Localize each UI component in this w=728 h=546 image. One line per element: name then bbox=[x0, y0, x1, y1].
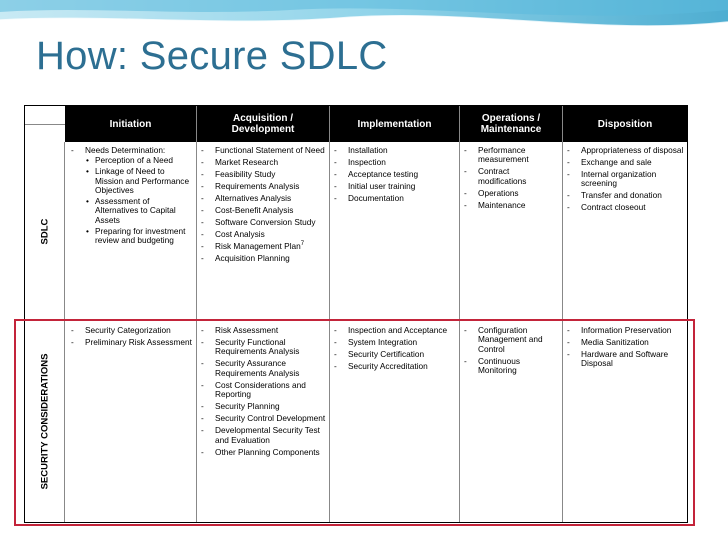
list-item: - Alternatives Analysis bbox=[199, 194, 327, 203]
list-item: - Cost Analysis bbox=[199, 230, 327, 239]
list-item: - Security Categorization bbox=[69, 326, 193, 335]
list-item: - Performance measurement bbox=[462, 146, 560, 165]
list-item: - Preliminary Risk Assessment bbox=[69, 338, 193, 347]
list-item: - Cost Considerations and Reporting bbox=[199, 381, 327, 400]
security-highlight-box bbox=[14, 319, 695, 526]
list-item: - Transfer and donation bbox=[565, 191, 685, 200]
row-label-sdlc: SDLC bbox=[25, 142, 65, 320]
list-item: - Exchange and sale bbox=[565, 158, 685, 167]
list-item: - Risk Assessment bbox=[199, 326, 327, 335]
column-header-acquisition: Acquisition / Development bbox=[197, 106, 329, 142]
list-item: - Contract closeout bbox=[565, 203, 685, 212]
list-item: - Requirements Analysis bbox=[199, 182, 327, 191]
cell-sdlc-initiation bbox=[69, 146, 193, 248]
footnote-marker: 7 bbox=[300, 241, 305, 248]
cell-sdlc-acquisition bbox=[199, 146, 327, 266]
list-item: - Other Planning Components bbox=[199, 448, 327, 457]
cell-sdlc-disposition bbox=[565, 146, 685, 215]
list-item: - Continuous Monitoring bbox=[462, 357, 560, 376]
list-item: - Security Functional Requirements Analysis bbox=[199, 338, 327, 357]
cell-sdlc-implementation bbox=[332, 146, 457, 206]
list-item: - Initial user training bbox=[332, 182, 457, 191]
list-item: - Appropriateness of disposal bbox=[565, 146, 685, 155]
row-label-security: SECURITY CONSIDERATIONS bbox=[25, 320, 65, 522]
list-item: - Internal organization screening bbox=[565, 170, 685, 189]
sub-list-item: • Linkage of Need to Mission and Performance Objectives bbox=[85, 167, 193, 195]
list-item: - Security Control Development bbox=[199, 414, 327, 423]
list-item: - Media Sanitization bbox=[565, 338, 685, 347]
list-item: - Documentation bbox=[332, 194, 457, 203]
list-item: - Security Assurance Requirements Analysis bbox=[199, 359, 327, 378]
list-item: - Software Conversion Study bbox=[199, 218, 327, 227]
list-item: - Risk Management Plan$^7$ bbox=[199, 242, 327, 251]
list-item: - Contract modifications bbox=[462, 167, 560, 186]
list-item: - Installation bbox=[332, 146, 457, 155]
list-item: - Inspection bbox=[332, 158, 457, 167]
list-item: - Security Certification bbox=[332, 350, 457, 359]
list-item: - Configuration Management and Control bbox=[462, 326, 560, 354]
list-item: - Operations bbox=[462, 189, 560, 198]
list-item: - Security Planning bbox=[199, 402, 327, 411]
list-item: - Market Research bbox=[199, 158, 327, 167]
list-item: - Hardware and Software Disposal bbox=[565, 350, 685, 369]
slide-title: How: Secure SDLC bbox=[36, 34, 388, 78]
list-item: - Information Preservation bbox=[565, 326, 685, 335]
list-item: - Inspection and Acceptance bbox=[332, 326, 457, 335]
cell-sdlc-operations bbox=[462, 146, 560, 213]
sub-list-item: • Assessment of Alternatives to Capital Assets bbox=[85, 197, 193, 225]
column-header-initiation: Initiation bbox=[65, 106, 196, 142]
sub-list-item: • Perception of a Need bbox=[85, 156, 193, 165]
list-item: - Acquisition Planning bbox=[199, 254, 327, 263]
list-item: - Needs Determination: • Perception of a Need • Linkage of Need to Mission and Performance Objectives • Assessment of Alternatives to Capital Assets • Preparing for investment review and budgeting bbox=[69, 146, 193, 246]
sub-list-item: • Preparing for investment review and budgeting bbox=[85, 227, 193, 246]
list-item: - Maintenance bbox=[462, 201, 560, 210]
list-item: - System Integration bbox=[332, 338, 457, 347]
table-corner bbox=[25, 106, 66, 142]
list-item: - Developmental Security Test and Evaluation bbox=[199, 426, 327, 445]
column-header-operations: Operations / Maintenance bbox=[460, 106, 562, 142]
column-header-disposition: Disposition bbox=[563, 106, 687, 142]
column-header-implementation: Implementation bbox=[330, 106, 459, 142]
list-item: - Feasibility Study bbox=[199, 170, 327, 179]
list-item: - Functional Statement of Need bbox=[199, 146, 327, 155]
list-item: - Cost-Benefit Analysis bbox=[199, 206, 327, 215]
list-item: - Acceptance testing bbox=[332, 170, 457, 179]
list-item: - Security Accreditation bbox=[332, 362, 457, 371]
